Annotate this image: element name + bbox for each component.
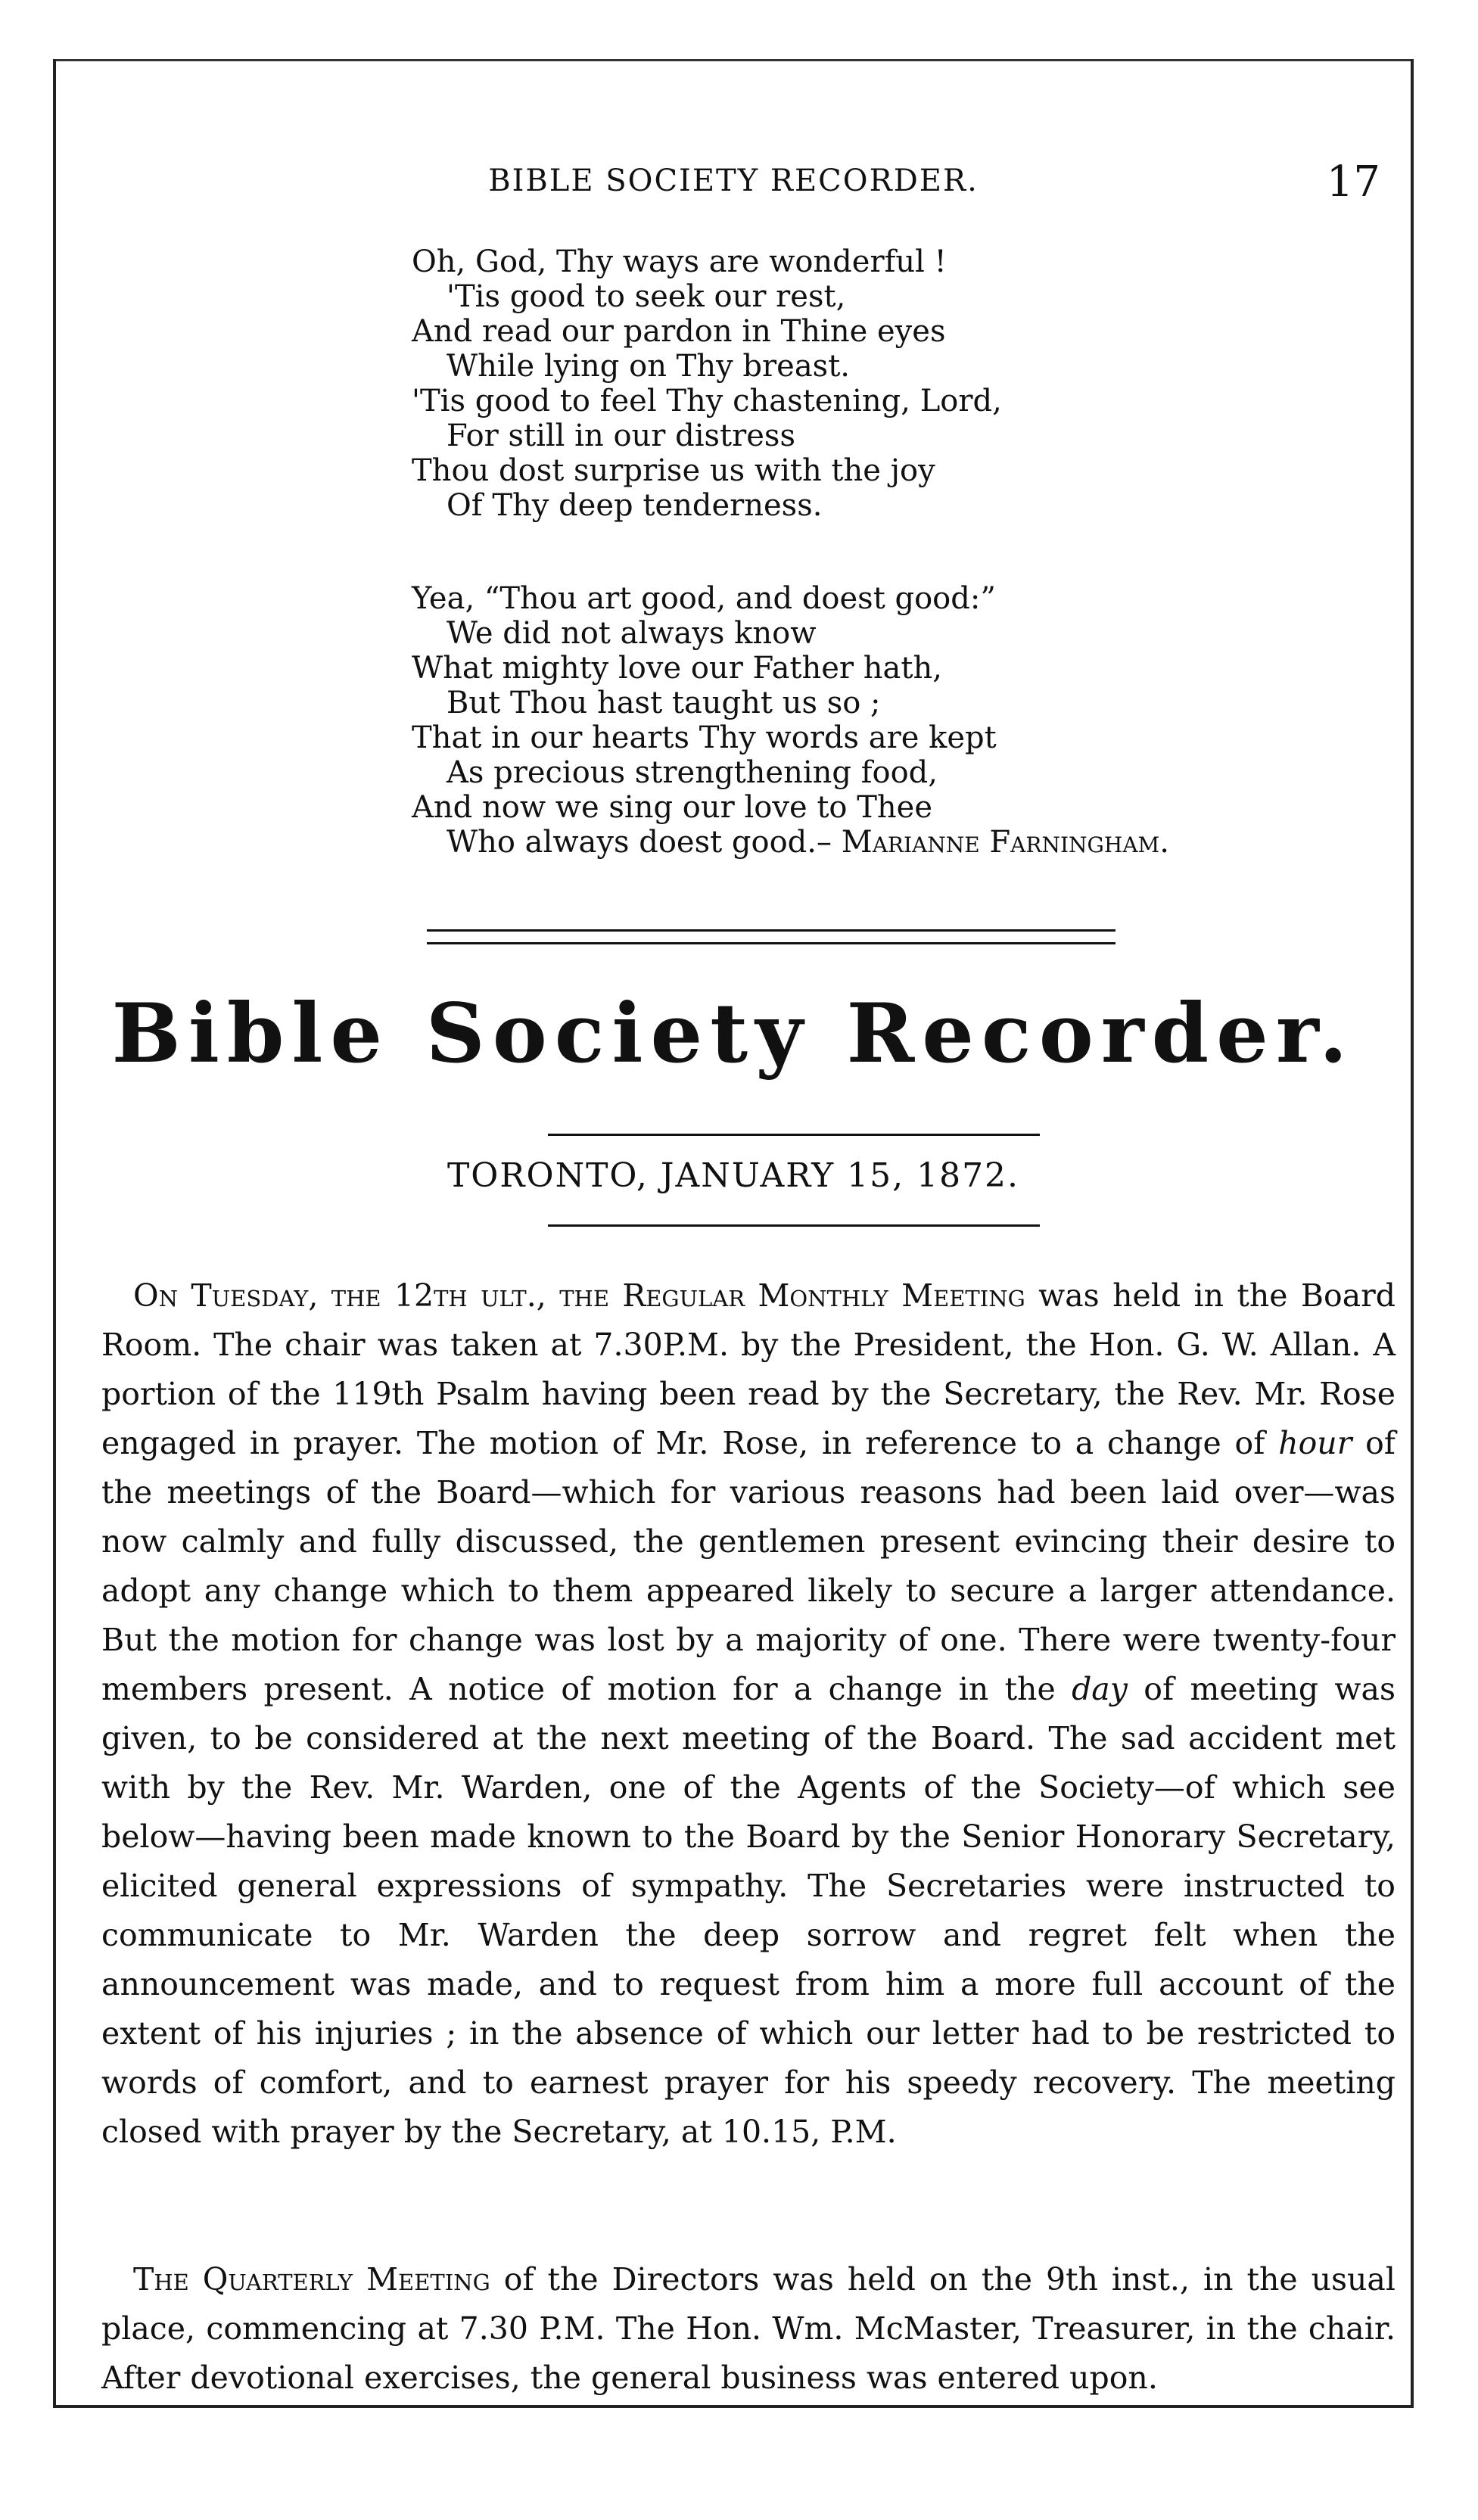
running-title: BIBLE SOCIETY RECORDER. — [488, 163, 979, 198]
emphasis-text: day — [1072, 1671, 1128, 1707]
poem-last-line — [412, 825, 1396, 860]
poem-stanza-1 — [412, 244, 1396, 523]
poem-line: Thou dost surprise us with the joy — [412, 453, 935, 488]
page-frame — [53, 59, 1414, 2405]
poem-line: Yea, “Thou art good, and doest good:” — [412, 581, 996, 616]
poem-stanza-2 — [412, 581, 1396, 860]
paragraph-lead: The Quarterly Meeting — [133, 2261, 490, 2298]
poem-line: That in our hearts Thy words are kept — [412, 720, 997, 755]
poem-line: We did not always know — [447, 616, 817, 651]
poem-line: And now we sing our love to Thee — [412, 790, 932, 825]
poem-line: Oh, God, Thy ways are wonderful ! — [412, 244, 947, 279]
section-double-rule — [427, 929, 1116, 944]
page-bottom-border — [53, 2405, 1414, 2408]
article-paragraph-1 — [101, 1271, 1396, 2157]
poem-line: And read our pardon in Thine eyes — [412, 314, 946, 349]
article-paragraph-2 — [101, 2255, 1396, 2403]
dateline-top-rule — [548, 1134, 1040, 1136]
paragraph-text: of meeting was given, to be considered at the next meeting of the Board. The sad accident met with by the Rev. Mr. Warden, one of the Agents of the Society—of which see below—having been made known to the Board by the Senior Honorary Secretary, elicited general expressions of sympathy. The Secretaries were instructed to communicate to Mr. Warden the deep sorrow and regret felt when the announcement was made, and to request from him a more full account of the extent of his injuries ; in the absence of which our letter had to be restricted to words of comfort, and to earnest prayer for his speedy recovery. The meeting closed with prayer by the Secretary, at 10.15, P.M. — [101, 1671, 1396, 2150]
poem-line: 'Tis good to seek our rest, — [447, 279, 846, 314]
masthead-title: Bible Society Recorder. — [111, 986, 1355, 1081]
page-number: 17 — [1326, 157, 1380, 207]
poem-line: While lying on Thy breast. — [447, 349, 850, 384]
dateline: TORONTO, JANUARY 15, 1872. — [447, 1156, 1020, 1195]
poem-line: As precious strengthening food, — [447, 755, 938, 790]
poem-author: Marianne Farningham. — [841, 825, 1169, 860]
emphasis-text: hour — [1278, 1425, 1352, 1461]
paragraph-lead: On Tuesday, the 12th ult., the Regular Monthly Meeting — [133, 1277, 1025, 1314]
poem-line: For still in our distress — [447, 418, 795, 453]
poem-line: 'Tis good to feel Thy chastening, Lord, — [412, 384, 1002, 418]
paragraph-text: of the Directors was held on the 9th inst., in the usual place, commencing at 7.30 P.M. The Hon. Wm. McMaster, Treasurer, in the chair. After devotional exercises, the general business was entered upon. — [101, 2261, 1396, 2396]
poem-line: Who always doest good.– — [447, 825, 832, 860]
dateline-bottom-rule — [548, 1224, 1040, 1227]
paragraph-text: was held in the Board Room. The chair was taken at 7.30P.M. by the President, the Hon. G. W. Allan. A portion of the 119th Psalm having been read by the Secretary, the Rev. Mr. Rose engaged in prayer. The motion of Mr. Rose, in reference to a change of — [101, 1277, 1396, 1461]
poem-line: What mighty love our Father hath, — [412, 651, 942, 686]
paragraph-text: of the meetings of the Board—which for various reasons had been laid over—was now calmly and fully discussed, the gentlemen present evincing their desire to adopt any change which to them appeared likely to secure a larger attendance. But the motion for change was lost by a majority of one. There were twenty-four members present. A notice of motion for a change in the — [101, 1425, 1396, 1707]
poem-line: Of Thy deep tenderness. — [447, 488, 823, 523]
poem-line: But Thou hast taught us so ; — [447, 686, 881, 720]
